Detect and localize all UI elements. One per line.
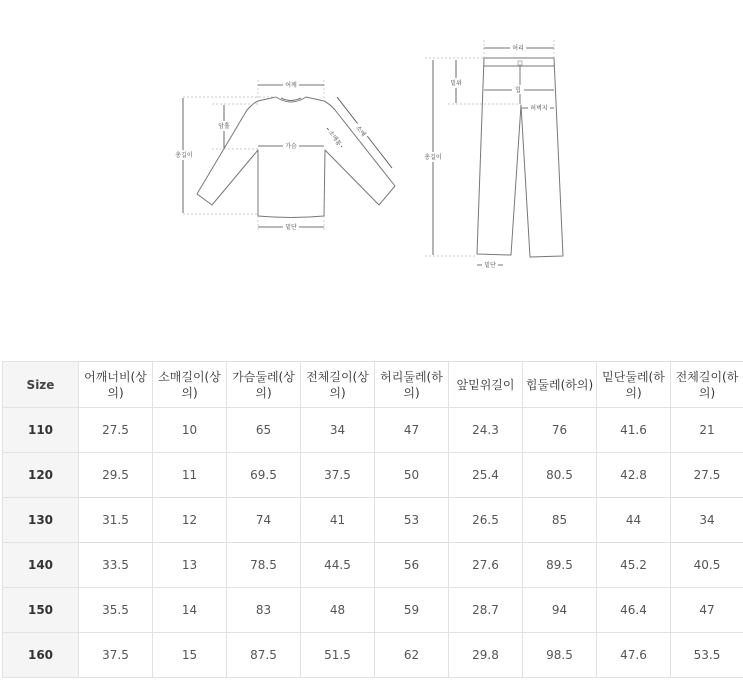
top-chest-label: 가슴 — [285, 143, 297, 150]
header-shoulder-width: 어깨너비(상의) — [79, 362, 153, 408]
table-cell: 44.5 — [301, 543, 375, 588]
bottom-total-length-label: 총길이 — [424, 154, 442, 161]
table-cell: 51.5 — [301, 633, 375, 678]
bottom-hem-label: 밑단 — [484, 262, 496, 269]
header-top-length: 전체길이(상의) — [301, 362, 375, 408]
table-body — [3, 408, 743, 678]
header-size: Size — [3, 362, 79, 408]
bottom-rise-label: 밑위 — [450, 80, 462, 87]
size-cell: 160 — [3, 633, 79, 678]
table-cell: 76 — [523, 408, 597, 453]
table-cell: 37.5 — [79, 633, 153, 678]
table-row — [3, 453, 743, 498]
header-hip: 힙둘레(하의) — [523, 362, 597, 408]
table-cell: 26.5 — [449, 498, 523, 543]
table-cell: 56 — [375, 543, 449, 588]
header-hem: 밑단둘레(하의) — [597, 362, 671, 408]
table-cell: 29.5 — [79, 453, 153, 498]
table-cell: 59 — [375, 588, 449, 633]
table-cell: 78.5 — [227, 543, 301, 588]
table-cell: 10 — [153, 408, 227, 453]
table-cell: 45.2 — [597, 543, 671, 588]
table-cell: 34 — [671, 498, 743, 543]
table-cell: 15 — [153, 633, 227, 678]
table-cell: 41.6 — [597, 408, 671, 453]
table-cell: 40.5 — [671, 543, 743, 588]
table-cell: 83 — [227, 588, 301, 633]
table-header-row — [3, 362, 743, 408]
top-outline — [197, 97, 395, 218]
table-cell: 47 — [671, 588, 743, 633]
table-cell: 89.5 — [523, 543, 597, 588]
header-bottom-length: 전체길이(하의) — [671, 362, 743, 408]
table-cell: 14 — [153, 588, 227, 633]
table-cell: 85 — [523, 498, 597, 543]
table-cell: 28.7 — [449, 588, 523, 633]
table-cell: 46.4 — [597, 588, 671, 633]
table-cell: 33.5 — [79, 543, 153, 588]
bottom-hip-label: 힙 — [515, 87, 521, 94]
table-cell: 98.5 — [523, 633, 597, 678]
table-cell: 47.6 — [597, 633, 671, 678]
top-armhole-label: 암홀 — [218, 123, 230, 130]
bottom-waist-label: 허리 — [512, 45, 524, 52]
table-cell: 47 — [375, 408, 449, 453]
table-cell: 37.5 — [301, 453, 375, 498]
table-cell: 13 — [153, 543, 227, 588]
table-cell: 87.5 — [227, 633, 301, 678]
header-chest: 가슴둘레(상의) — [227, 362, 301, 408]
size-cell: 120 — [3, 453, 79, 498]
table-cell: 35.5 — [79, 588, 153, 633]
size-cell: 110 — [3, 408, 79, 453]
table-cell: 53.5 — [671, 633, 743, 678]
table-cell: 53 — [375, 498, 449, 543]
table-cell: 41 — [301, 498, 375, 543]
table-cell: 65 — [227, 408, 301, 453]
table-row — [3, 633, 743, 678]
top-total-length-label: 총길이 — [175, 152, 193, 159]
bottom-garment-illustration — [423, 40, 563, 269]
size-chart-table — [2, 361, 743, 678]
table-cell: 69.5 — [227, 453, 301, 498]
table-cell: 94 — [523, 588, 597, 633]
top-garment-illustration — [174, 80, 395, 232]
table-cell: 34 — [301, 408, 375, 453]
header-sleeve-length: 소매길이(상의) — [153, 362, 227, 408]
table-cell: 29.8 — [449, 633, 523, 678]
table-cell: 27.6 — [449, 543, 523, 588]
header-front-rise: 앞밑위길이 — [449, 362, 523, 408]
table-cell: 12 — [153, 498, 227, 543]
table-cell: 24.3 — [449, 408, 523, 453]
table-row — [3, 498, 743, 543]
top-hem-label: 밑단 — [285, 224, 297, 231]
table-cell: 21 — [671, 408, 743, 453]
table-cell: 27.5 — [79, 408, 153, 453]
table-cell: 31.5 — [79, 498, 153, 543]
top-shoulder-label: 어깨 — [285, 82, 297, 89]
table-row — [3, 543, 743, 588]
table-cell: 80.5 — [523, 453, 597, 498]
table-cell: 42.8 — [597, 453, 671, 498]
table-cell: 44 — [597, 498, 671, 543]
header-waist: 허리둘레(하의) — [375, 362, 449, 408]
table-cell: 50 — [375, 453, 449, 498]
table-cell: 27.5 — [671, 453, 743, 498]
table-row — [3, 408, 743, 453]
table-row — [3, 588, 743, 633]
top-sleeve-label: 소매 — [354, 124, 367, 139]
size-cell: 130 — [3, 498, 79, 543]
table-cell: 11 — [153, 453, 227, 498]
table-cell: 62 — [375, 633, 449, 678]
table-cell: 74 — [227, 498, 301, 543]
size-cell: 140 — [3, 543, 79, 588]
table-cell: 25.4 — [449, 453, 523, 498]
top-sleeve-hole-label: 소매통 — [326, 129, 343, 148]
size-cell: 150 — [3, 588, 79, 633]
table-cell: 48 — [301, 588, 375, 633]
bottom-thigh-label: 허벅지 — [530, 105, 548, 112]
